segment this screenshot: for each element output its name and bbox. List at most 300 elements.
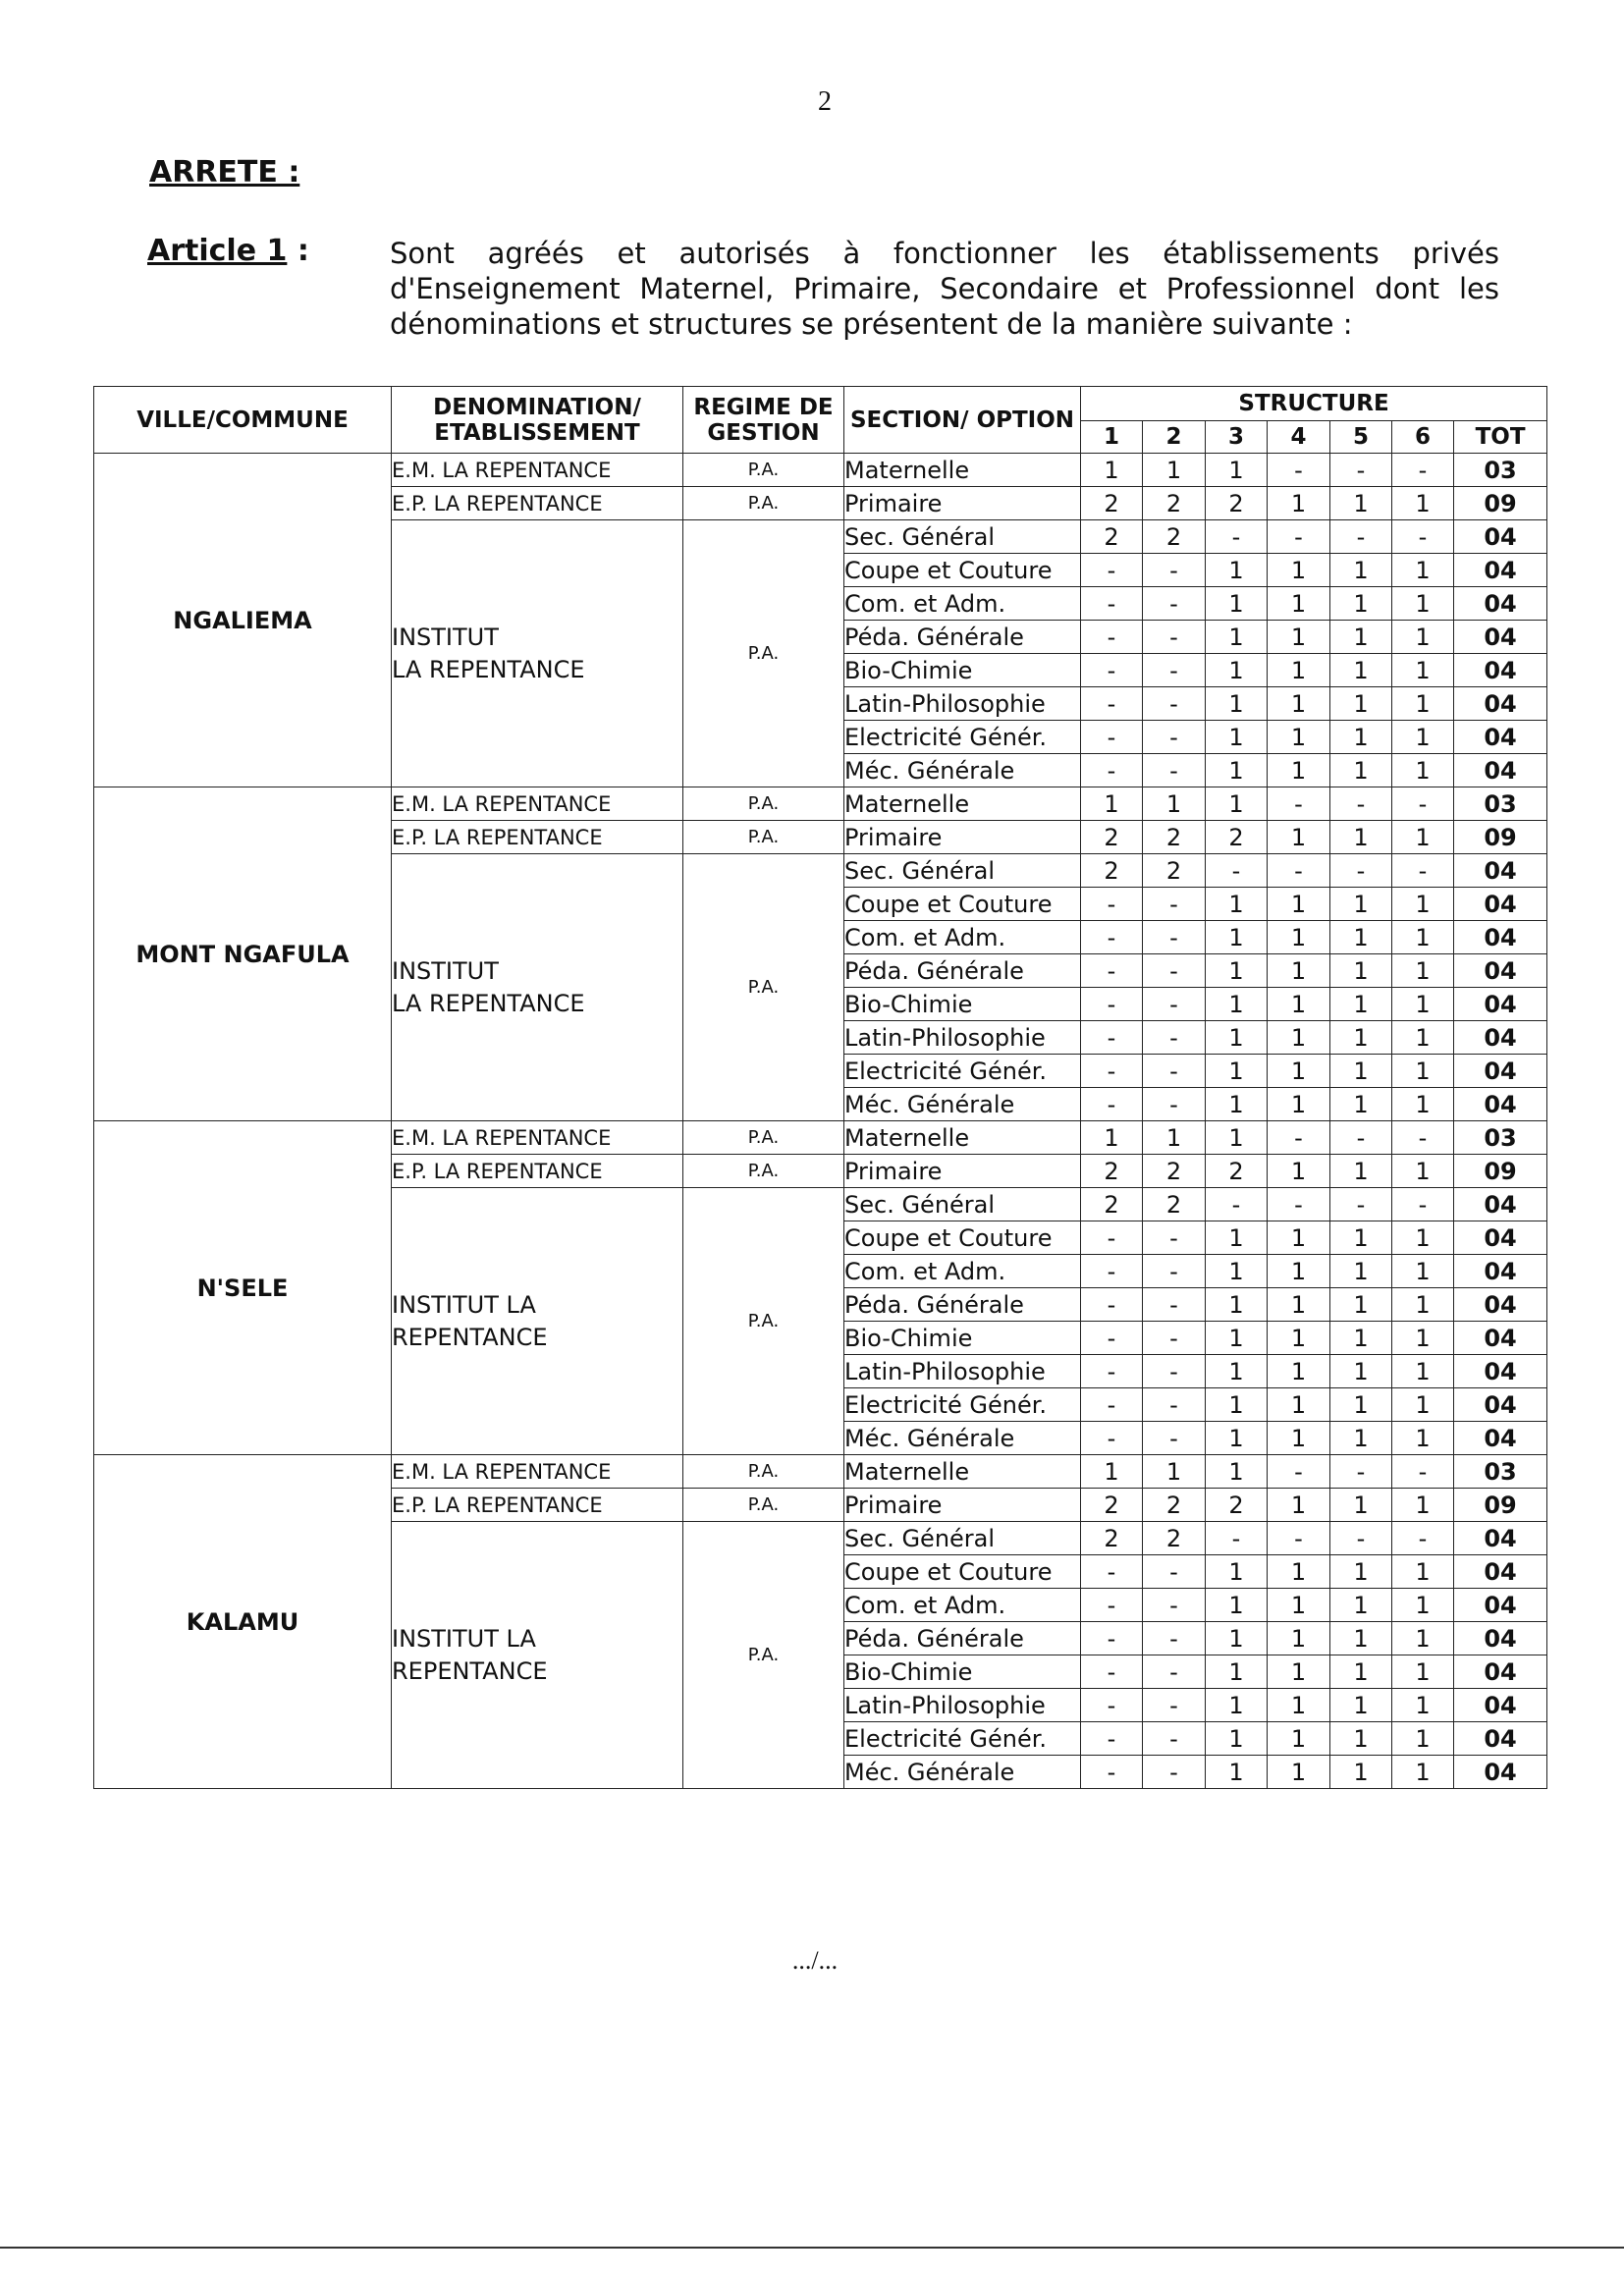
table-body [94, 454, 1547, 1789]
structure-col-6: 1 [1392, 1589, 1454, 1622]
structure-col-6: 1 [1392, 954, 1454, 988]
article-label-colon: : [287, 234, 309, 268]
structure-col-tot: 04 [1454, 988, 1547, 1021]
commune-name: MONT NGAFULA [94, 787, 392, 1121]
article-label [147, 234, 309, 268]
header-col-2: 2 [1143, 421, 1206, 454]
structure-col-4: 1 [1268, 1221, 1330, 1255]
structure-col-3: 1 [1206, 1455, 1268, 1489]
section-option: Méc. Générale [844, 1422, 1081, 1455]
structure-col-4: 1 [1268, 1255, 1330, 1288]
structure-col-3: 1 [1206, 621, 1268, 654]
structure-col-6: 1 [1392, 1722, 1454, 1756]
structure-col-2: 2 [1143, 520, 1206, 554]
structure-col-2: - [1143, 1021, 1206, 1055]
section-option: Electricité Génér. [844, 1055, 1081, 1088]
structure-col-5: 1 [1330, 1422, 1392, 1455]
structure-col-tot: 04 [1454, 1722, 1547, 1756]
structure-col-4: - [1268, 1522, 1330, 1555]
structure-col-2: - [1143, 888, 1206, 921]
structure-col-tot: 04 [1454, 1255, 1547, 1288]
structure-col-1: - [1081, 1355, 1143, 1388]
structure-col-1: - [1081, 988, 1143, 1021]
structure-col-2: - [1143, 554, 1206, 587]
structure-col-2: - [1143, 1622, 1206, 1655]
structure-col-4: - [1268, 854, 1330, 888]
structure-col-3: 1 [1206, 1622, 1268, 1655]
structure-col-4: 1 [1268, 954, 1330, 988]
structure-col-tot: 09 [1454, 1155, 1547, 1188]
section-option: Bio-Chimie [844, 1322, 1081, 1355]
structure-col-1: - [1081, 754, 1143, 787]
structure-col-3: 1 [1206, 1288, 1268, 1322]
structure-col-4: 1 [1268, 1322, 1330, 1355]
structure-col-3: 1 [1206, 1322, 1268, 1355]
table-row [94, 1455, 1547, 1489]
article-label-text: Article 1 [147, 234, 288, 268]
structure-col-6: 1 [1392, 988, 1454, 1021]
structure-col-3: 1 [1206, 1088, 1268, 1121]
structure-col-tot: 04 [1454, 888, 1547, 921]
structure-col-6: - [1392, 854, 1454, 888]
structure-col-3: 1 [1206, 1055, 1268, 1088]
structure-col-3: - [1206, 854, 1268, 888]
structure-col-tot: 04 [1454, 1088, 1547, 1121]
structure-col-tot: 04 [1454, 1322, 1547, 1355]
structure-col-6: 1 [1392, 1322, 1454, 1355]
structure-col-5: 1 [1330, 621, 1392, 654]
structure-col-4: 1 [1268, 587, 1330, 621]
structure-col-1: - [1081, 554, 1143, 587]
structure-col-1: - [1081, 921, 1143, 954]
bottom-rule [0, 2247, 1624, 2249]
structure-col-5: 1 [1330, 1088, 1392, 1121]
structure-col-3: 1 [1206, 921, 1268, 954]
structure-col-6: 1 [1392, 1055, 1454, 1088]
structure-col-1: - [1081, 1689, 1143, 1722]
structure-col-tot: 04 [1454, 554, 1547, 587]
commune-name: KALAMU [94, 1455, 392, 1789]
section-option: Bio-Chimie [844, 1655, 1081, 1689]
structure-col-3: 2 [1206, 1489, 1268, 1522]
structure-col-2: - [1143, 587, 1206, 621]
structure-col-tot: 04 [1454, 721, 1547, 754]
structure-col-2: - [1143, 1088, 1206, 1121]
structure-col-5: 1 [1330, 1756, 1392, 1789]
header-col-4: 4 [1268, 421, 1330, 454]
structure-col-4: 1 [1268, 554, 1330, 587]
regime-institut: P.A. [683, 854, 844, 1121]
structure-col-6: 1 [1392, 888, 1454, 921]
structure-col-tot: 04 [1454, 1622, 1547, 1655]
section-option: Com. et Adm. [844, 921, 1081, 954]
structure-col-tot: 04 [1454, 1422, 1547, 1455]
structure-col-3: 1 [1206, 988, 1268, 1021]
structure-col-4: 1 [1268, 1355, 1330, 1388]
structure-col-5: 1 [1330, 587, 1392, 621]
section-option: Electricité Génér. [844, 721, 1081, 754]
structure-col-3: 1 [1206, 654, 1268, 687]
structure-col-tot: 04 [1454, 1388, 1547, 1422]
structure-col-3: 1 [1206, 1722, 1268, 1756]
section-option: Coupe et Couture [844, 554, 1081, 587]
section-option: Latin-Philosophie [844, 1355, 1081, 1388]
structure-col-tot: 04 [1454, 1689, 1547, 1722]
structure-col-5: 1 [1330, 1655, 1392, 1689]
structure-col-3: 1 [1206, 1121, 1268, 1155]
structure-col-4: - [1268, 1188, 1330, 1221]
structure-col-2: - [1143, 1055, 1206, 1088]
section-option: Coupe et Couture [844, 1221, 1081, 1255]
structure-col-3: - [1206, 1522, 1268, 1555]
page-number: 2 [818, 86, 832, 117]
em-establishment: E.M. LA REPENTANCE [392, 454, 683, 487]
structure-col-3: 1 [1206, 1255, 1268, 1288]
structure-col-3: 2 [1206, 1155, 1268, 1188]
structure-col-4: 1 [1268, 1155, 1330, 1188]
structure-col-6: 1 [1392, 1088, 1454, 1121]
structure-col-5: 1 [1330, 921, 1392, 954]
section-option: Méc. Générale [844, 754, 1081, 787]
structure-col-tot: 04 [1454, 954, 1547, 988]
institut-establishment: INSTITUT LA REPENTANCE [392, 1522, 683, 1789]
structure-col-5: 1 [1330, 988, 1392, 1021]
table-row [94, 1121, 1547, 1155]
structure-col-1: - [1081, 654, 1143, 687]
structure-col-1: 2 [1081, 1188, 1143, 1221]
structure-col-6: 1 [1392, 621, 1454, 654]
structure-col-2: - [1143, 1288, 1206, 1322]
structure-col-1: 1 [1081, 1121, 1143, 1155]
section-option: Péda. Générale [844, 1288, 1081, 1322]
commune-name: NGALIEMA [94, 454, 392, 787]
section-option: Electricité Génér. [844, 1722, 1081, 1756]
structure-col-5: - [1330, 787, 1392, 821]
structure-col-6: 1 [1392, 1689, 1454, 1722]
structure-col-tot: 04 [1454, 1288, 1547, 1322]
header-col-6: 6 [1392, 421, 1454, 454]
structure-col-6: 1 [1392, 1422, 1454, 1455]
structure-col-5: - [1330, 1455, 1392, 1489]
structure-col-6: 1 [1392, 587, 1454, 621]
structure-col-4: 1 [1268, 1288, 1330, 1322]
structure-col-tot: 03 [1454, 1121, 1547, 1155]
section-option: Péda. Générale [844, 1622, 1081, 1655]
structure-col-6: 1 [1392, 921, 1454, 954]
structure-col-5: 1 [1330, 1055, 1392, 1088]
structure-col-4: 1 [1268, 1088, 1330, 1121]
structure-col-4: 1 [1268, 754, 1330, 787]
structure-col-tot: 04 [1454, 854, 1547, 888]
regime-em: P.A. [683, 1455, 844, 1489]
structure-col-tot: 04 [1454, 921, 1547, 954]
header-col-5: 5 [1330, 421, 1392, 454]
structure-col-1: - [1081, 1088, 1143, 1121]
section-option: Primaire [844, 487, 1081, 520]
structure-col-6: 1 [1392, 487, 1454, 520]
section-option: Sec. Général [844, 1522, 1081, 1555]
structure-col-2: 2 [1143, 854, 1206, 888]
structure-col-tot: 03 [1454, 454, 1547, 487]
structure-col-2: 2 [1143, 1489, 1206, 1522]
structure-col-1: - [1081, 1589, 1143, 1622]
arrete-heading: ARRETE : [149, 155, 300, 190]
structure-col-3: - [1206, 520, 1268, 554]
structure-col-5: 1 [1330, 687, 1392, 721]
structure-col-1: 2 [1081, 1155, 1143, 1188]
continuation-mark: .../... [791, 1946, 839, 1975]
structure-col-tot: 03 [1454, 1455, 1547, 1489]
header-col-tot: TOT [1454, 421, 1547, 454]
structure-col-4: 1 [1268, 621, 1330, 654]
structure-col-3: 1 [1206, 888, 1268, 921]
structure-col-tot: 09 [1454, 1489, 1547, 1522]
section-option: Primaire [844, 821, 1081, 854]
structure-col-3: 1 [1206, 1689, 1268, 1722]
structure-col-5: 1 [1330, 1288, 1392, 1322]
structure-col-tot: 04 [1454, 754, 1547, 787]
section-option: Maternelle [844, 1455, 1081, 1489]
structure-col-1: 1 [1081, 787, 1143, 821]
structure-col-tot: 04 [1454, 1021, 1547, 1055]
structure-col-5: 1 [1330, 1622, 1392, 1655]
structure-col-5: 1 [1330, 821, 1392, 854]
institut-establishment: INSTITUT LA REPENTANCE [392, 1188, 683, 1455]
structure-col-6: 1 [1392, 1655, 1454, 1689]
section-option: Maternelle [844, 454, 1081, 487]
structure-col-6: 1 [1392, 754, 1454, 787]
structure-col-4: 1 [1268, 1021, 1330, 1055]
em-establishment: E.M. LA REPENTANCE [392, 787, 683, 821]
table-row [94, 454, 1547, 487]
institut-establishment: INSTITUT LA REPENTANCE [392, 854, 683, 1121]
structure-col-4: 1 [1268, 1388, 1330, 1422]
header-col-1: 1 [1081, 421, 1143, 454]
structure-col-1: 2 [1081, 487, 1143, 520]
structure-col-6: 1 [1392, 1756, 1454, 1789]
structure-col-tot: 04 [1454, 687, 1547, 721]
structure-col-tot: 04 [1454, 1221, 1547, 1255]
regime-em: P.A. [683, 787, 844, 821]
structure-col-4: 1 [1268, 1689, 1330, 1722]
structure-col-6: 1 [1392, 1388, 1454, 1422]
structure-col-4: - [1268, 1121, 1330, 1155]
structure-col-3: - [1206, 1188, 1268, 1221]
structure-col-3: 1 [1206, 687, 1268, 721]
structure-col-tot: 04 [1454, 1655, 1547, 1689]
structure-col-5: 1 [1330, 1155, 1392, 1188]
structure-col-5: - [1330, 1188, 1392, 1221]
structure-col-5: - [1330, 520, 1392, 554]
section-option: Maternelle [844, 787, 1081, 821]
structure-col-5: 1 [1330, 654, 1392, 687]
regime-ep: P.A. [683, 487, 844, 520]
structure-col-5: 1 [1330, 954, 1392, 988]
structure-col-6: - [1392, 787, 1454, 821]
regime-institut: P.A. [683, 1188, 844, 1455]
section-option: Latin-Philosophie [844, 687, 1081, 721]
structure-col-1: - [1081, 1221, 1143, 1255]
structure-col-3: 1 [1206, 721, 1268, 754]
em-establishment: E.M. LA REPENTANCE [392, 1121, 683, 1155]
structure-col-5: 1 [1330, 1388, 1392, 1422]
structure-col-1: - [1081, 1388, 1143, 1422]
section-option: Péda. Générale [844, 621, 1081, 654]
section-option: Méc. Générale [844, 1088, 1081, 1121]
structure-col-6: - [1392, 1121, 1454, 1155]
structure-col-4: 1 [1268, 487, 1330, 520]
structure-col-5: 1 [1330, 1255, 1392, 1288]
structure-col-5: 1 [1330, 487, 1392, 520]
structure-col-6: 1 [1392, 1021, 1454, 1055]
structure-col-4: 1 [1268, 1422, 1330, 1455]
structure-col-tot: 04 [1454, 1555, 1547, 1589]
structure-col-4: - [1268, 787, 1330, 821]
structure-col-4: 1 [1268, 888, 1330, 921]
structure-col-2: - [1143, 1655, 1206, 1689]
ep-establishment: E.P. LA REPENTANCE [392, 487, 683, 520]
regime-ep: P.A. [683, 1489, 844, 1522]
structure-col-2: - [1143, 1422, 1206, 1455]
header-denomination: DENOMINATION/ ETABLISSEMENT [392, 387, 683, 454]
structure-col-3: 1 [1206, 1221, 1268, 1255]
structure-col-6: - [1392, 1188, 1454, 1221]
structure-col-4: 1 [1268, 1756, 1330, 1789]
section-option: Primaire [844, 1489, 1081, 1522]
structure-col-2: - [1143, 1388, 1206, 1422]
structure-col-5: 1 [1330, 1221, 1392, 1255]
structure-col-5: - [1330, 454, 1392, 487]
structure-col-6: 1 [1392, 687, 1454, 721]
section-option: Bio-Chimie [844, 654, 1081, 687]
structure-col-6: 1 [1392, 1622, 1454, 1655]
regime-institut: P.A. [683, 1522, 844, 1789]
structure-col-6: 1 [1392, 821, 1454, 854]
ep-establishment: E.P. LA REPENTANCE [392, 1489, 683, 1522]
structure-col-2: - [1143, 1756, 1206, 1789]
structure-col-1: - [1081, 1422, 1143, 1455]
header-ville: VILLE/COMMUNE [94, 387, 392, 454]
structure-col-3: 2 [1206, 821, 1268, 854]
structure-col-tot: 04 [1454, 1188, 1547, 1221]
structure-col-1: - [1081, 1055, 1143, 1088]
header-structure: STRUCTURE [1081, 387, 1547, 421]
structure-col-6: - [1392, 1455, 1454, 1489]
structure-col-2: 1 [1143, 454, 1206, 487]
structure-col-6: 1 [1392, 1355, 1454, 1388]
structure-col-1: - [1081, 1255, 1143, 1288]
structure-col-3: 1 [1206, 1422, 1268, 1455]
structure-col-2: - [1143, 1689, 1206, 1722]
regime-em: P.A. [683, 1121, 844, 1155]
structure-col-5: 1 [1330, 754, 1392, 787]
structure-col-3: 1 [1206, 1388, 1268, 1422]
structure-col-4: 1 [1268, 1055, 1330, 1088]
structure-col-1: - [1081, 1655, 1143, 1689]
structure-col-6: 1 [1392, 721, 1454, 754]
section-option: Sec. Général [844, 854, 1081, 888]
structure-col-3: 1 [1206, 954, 1268, 988]
structure-col-4: 1 [1268, 1722, 1330, 1756]
structure-col-1: - [1081, 1722, 1143, 1756]
structure-col-1: - [1081, 687, 1143, 721]
structure-col-5: - [1330, 1522, 1392, 1555]
structure-col-3: 1 [1206, 454, 1268, 487]
structure-col-1: 2 [1081, 821, 1143, 854]
header-col-3: 3 [1206, 421, 1268, 454]
section-option: Maternelle [844, 1121, 1081, 1155]
structure-col-6: 1 [1392, 1555, 1454, 1589]
structure-col-2: - [1143, 1555, 1206, 1589]
structure-col-2: 2 [1143, 1188, 1206, 1221]
structure-col-2: - [1143, 754, 1206, 787]
section-option: Com. et Adm. [844, 1589, 1081, 1622]
structure-col-1: 2 [1081, 520, 1143, 554]
ep-establishment: E.P. LA REPENTANCE [392, 821, 683, 854]
structure-col-2: - [1143, 954, 1206, 988]
structure-col-2: 1 [1143, 787, 1206, 821]
structure-col-5: 1 [1330, 1555, 1392, 1589]
structure-col-4: 1 [1268, 721, 1330, 754]
structure-col-3: 1 [1206, 787, 1268, 821]
table-row [94, 787, 1547, 821]
section-option: Electricité Génér. [844, 1388, 1081, 1422]
section-option: Péda. Générale [844, 954, 1081, 988]
structure-col-5: 1 [1330, 554, 1392, 587]
structure-col-1: - [1081, 888, 1143, 921]
section-option: Méc. Générale [844, 1756, 1081, 1789]
structure-col-tot: 04 [1454, 621, 1547, 654]
header-section: SECTION/ OPTION [844, 387, 1081, 454]
structure-col-2: 1 [1143, 1121, 1206, 1155]
institut-establishment: INSTITUT LA REPENTANCE [392, 520, 683, 787]
structure-col-1: 2 [1081, 1489, 1143, 1522]
structure-col-4: 1 [1268, 1555, 1330, 1589]
structure-col-2: 2 [1143, 821, 1206, 854]
section-option: Primaire [844, 1155, 1081, 1188]
structure-col-5: - [1330, 854, 1392, 888]
table-header [94, 387, 1547, 454]
structure-col-4: 1 [1268, 654, 1330, 687]
structure-col-5: 1 [1330, 1322, 1392, 1355]
structure-col-3: 1 [1206, 554, 1268, 587]
structure-col-1: - [1081, 587, 1143, 621]
structure-col-4: - [1268, 520, 1330, 554]
structure-col-6: 1 [1392, 1221, 1454, 1255]
structure-col-5: 1 [1330, 721, 1392, 754]
structure-col-1: 1 [1081, 1455, 1143, 1489]
structure-col-4: 1 [1268, 988, 1330, 1021]
header-regime: REGIME DE GESTION [683, 387, 844, 454]
structure-col-5: 1 [1330, 1355, 1392, 1388]
section-option: Coupe et Couture [844, 1555, 1081, 1589]
structure-col-3: 1 [1206, 587, 1268, 621]
structure-col-2: - [1143, 1355, 1206, 1388]
structure-col-tot: 04 [1454, 1522, 1547, 1555]
ep-establishment: E.P. LA REPENTANCE [392, 1155, 683, 1188]
structure-col-1: - [1081, 1555, 1143, 1589]
structure-col-4: - [1268, 1455, 1330, 1489]
structure-col-2: 2 [1143, 1155, 1206, 1188]
structure-col-2: - [1143, 721, 1206, 754]
structure-col-3: 1 [1206, 1355, 1268, 1388]
structure-col-tot: 03 [1454, 787, 1547, 821]
regime-ep: P.A. [683, 1155, 844, 1188]
em-establishment: E.M. LA REPENTANCE [392, 1455, 683, 1489]
structure-col-tot: 09 [1454, 821, 1547, 854]
structure-col-tot: 04 [1454, 1589, 1547, 1622]
structure-col-3: 1 [1206, 1021, 1268, 1055]
